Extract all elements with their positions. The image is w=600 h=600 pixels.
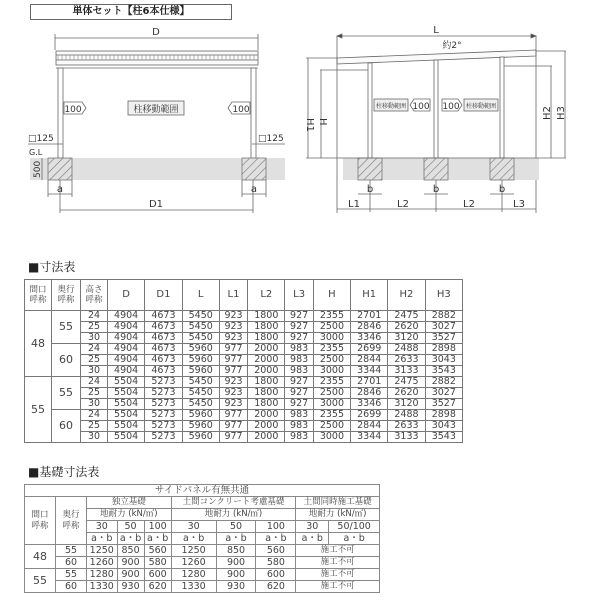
header-maguchi: 間口 呼称	[25, 280, 52, 311]
cell-value: 2620	[388, 388, 425, 399]
cell-okuyuki: 55	[56, 545, 87, 557]
cell-takasa: 24	[81, 311, 108, 322]
cell-value: 5504	[108, 388, 145, 399]
cell-takasa: 24	[81, 377, 108, 388]
header-load: 100	[256, 521, 296, 533]
header-takasa: 高さ 呼称	[81, 280, 108, 311]
table-row	[25, 581, 380, 593]
cell-value: 4904	[108, 322, 145, 333]
arrow-right-label-side: 100	[442, 102, 460, 112]
header-ab: a・b	[216, 533, 256, 545]
header-maguchi: 間口 呼称	[25, 497, 56, 545]
cell-value: 983	[285, 421, 313, 432]
cell-value: 2701	[351, 311, 388, 322]
cell-value: 3120	[388, 333, 425, 344]
table-row	[25, 388, 463, 399]
cell-value: 983	[285, 344, 313, 355]
cell-value: 4904	[108, 333, 145, 344]
cell-not-possible: 施工不可	[296, 581, 380, 593]
cell-value: 1260	[87, 557, 118, 569]
front-view-title: 単体セット【柱6本仕様】	[30, 4, 232, 20]
arrow-left-label-side: 100	[412, 102, 430, 112]
cell-value: 5504	[108, 410, 145, 421]
cell-value: 977	[219, 366, 247, 377]
cell-value: 3346	[351, 399, 388, 410]
cell-value: 3527	[425, 399, 462, 410]
header-col: D	[108, 280, 145, 311]
table-row	[25, 333, 463, 344]
cell-okuyuki: 60	[56, 557, 87, 569]
cell-okuyuki: 60	[52, 410, 81, 443]
label-post-right: □125	[258, 134, 284, 144]
label-h2: H2	[542, 106, 553, 120]
cell-value: 4673	[145, 344, 182, 355]
cell-value: 2898	[425, 344, 462, 355]
header-ab: a・b	[144, 533, 171, 545]
cell-value: 600	[256, 569, 296, 581]
header-load: 50	[216, 521, 256, 533]
cell-value: 983	[285, 410, 313, 421]
cell-value: 3120	[388, 399, 425, 410]
front-view	[28, 34, 285, 213]
table-row	[25, 545, 380, 557]
label-l2a: L2	[397, 199, 409, 210]
cell-value: 927	[285, 388, 313, 399]
cell-value: 5450	[182, 399, 219, 410]
cell-takasa: 30	[81, 432, 108, 443]
cell-value: 5450	[182, 322, 219, 333]
table-row	[25, 344, 463, 355]
cell-value: 930	[216, 581, 256, 593]
cell-value: 900	[216, 569, 256, 581]
cell-value: 4673	[145, 366, 182, 377]
cell-value: 923	[219, 322, 247, 333]
cell-value: 5273	[145, 410, 182, 421]
cell-value: 4673	[145, 322, 182, 333]
cell-value: 2846	[351, 322, 388, 333]
cell-value: 923	[219, 311, 247, 322]
cell-value: 580	[256, 557, 296, 569]
cell-value: 3000	[313, 366, 350, 377]
cell-value: 3527	[425, 333, 462, 344]
header-col: H3	[425, 280, 462, 311]
table-row	[25, 557, 380, 569]
cell-value: 2488	[388, 344, 425, 355]
cell-value: 2500	[313, 421, 350, 432]
cell-value: 900	[117, 557, 144, 569]
cell-okuyuki: 55	[52, 311, 81, 344]
header-col: L2	[248, 280, 285, 311]
label-l: L	[433, 25, 439, 36]
cell-value: 3133	[388, 432, 425, 443]
table-row	[25, 366, 463, 377]
cell-maguchi: 48	[25, 311, 52, 377]
header-ab: a・b	[256, 533, 296, 545]
cell-value: 620	[144, 581, 171, 593]
label-slope: 約2°	[442, 41, 462, 51]
cell-value: 620	[256, 581, 296, 593]
cell-value: 2000	[248, 421, 285, 432]
label-move-range-left: 柱移動範囲	[375, 103, 407, 110]
arrow-right-label: 100	[64, 105, 82, 115]
cell-value: 2475	[388, 377, 425, 388]
foundation-table-body	[25, 545, 380, 593]
cell-not-possible: 施工不可	[296, 557, 380, 569]
cell-value: 1280	[171, 569, 216, 581]
header-col: D1	[145, 280, 182, 311]
header-col: L1	[219, 280, 247, 311]
header-bearing: 地耐力 (kN/㎡)	[296, 509, 380, 521]
cell-value: 5273	[145, 377, 182, 388]
header-ab: a・b	[296, 533, 329, 545]
label-a-left: a	[56, 184, 64, 195]
cell-value: 2000	[248, 366, 285, 377]
cell-takasa: 24	[81, 344, 108, 355]
cell-okuyuki: 60	[52, 344, 81, 377]
cell-maguchi: 55	[25, 569, 56, 593]
cell-value: 3027	[425, 322, 462, 333]
cell-value: 5960	[182, 344, 219, 355]
cell-value: 923	[219, 399, 247, 410]
table-row	[25, 311, 463, 322]
label-b3: b	[498, 184, 506, 195]
cell-value: 2475	[388, 311, 425, 322]
cell-value: 4904	[108, 355, 145, 366]
cell-value: 3346	[351, 333, 388, 344]
cell-value: 927	[285, 322, 313, 333]
cell-value: 2882	[425, 377, 462, 388]
cell-value: 1800	[248, 388, 285, 399]
cell-value: 927	[285, 377, 313, 388]
header-ab: a・b	[117, 533, 144, 545]
cell-takasa: 30	[81, 399, 108, 410]
header-load: 50/100	[329, 521, 380, 533]
table-row	[25, 377, 463, 388]
header-ab: a・b	[171, 533, 216, 545]
cell-value: 5960	[182, 355, 219, 366]
header-type-independent: 独立基礎	[87, 497, 172, 509]
cell-value: 977	[219, 355, 247, 366]
cell-value: 3344	[351, 432, 388, 443]
label-gl: G.L	[29, 148, 43, 157]
header-load: 30	[296, 521, 329, 533]
cell-takasa: 25	[81, 388, 108, 399]
header-common: サイドパネル有無共通	[25, 485, 380, 497]
cell-value: 2500	[313, 322, 350, 333]
cell-value: 2500	[313, 388, 350, 399]
label-h: H	[317, 118, 328, 126]
cell-value: 927	[285, 333, 313, 344]
cell-okuyuki: 55	[56, 569, 87, 581]
cell-value: 2355	[313, 410, 350, 421]
cell-value: 5504	[108, 432, 145, 443]
cell-takasa: 30	[81, 366, 108, 377]
table-row	[25, 410, 463, 421]
dimension-table	[24, 279, 463, 443]
label-move-range-right: 柱移動範囲	[465, 103, 497, 110]
cell-value: 3027	[425, 388, 462, 399]
cell-value: 5960	[182, 432, 219, 443]
header-bearing: 地耐力 (kN/㎡)	[87, 509, 172, 521]
label-h3: H3	[556, 106, 567, 120]
cell-value: 2633	[388, 421, 425, 432]
cell-value: 3043	[425, 355, 462, 366]
dimension-table-body	[25, 311, 463, 443]
cell-okuyuki: 60	[56, 581, 87, 593]
cell-value: 5273	[145, 388, 182, 399]
cell-value: 1800	[248, 311, 285, 322]
cell-value: 983	[285, 355, 313, 366]
cell-value: 2000	[248, 432, 285, 443]
header-load: 30	[87, 521, 118, 533]
cell-value: 1280	[87, 569, 118, 581]
cell-maguchi: 48	[25, 545, 56, 569]
cell-okuyuki: 55	[52, 377, 81, 410]
cell-value: 2633	[388, 355, 425, 366]
dimension-header-row	[25, 280, 463, 311]
cell-value: 3344	[351, 366, 388, 377]
cell-value: 927	[285, 311, 313, 322]
cell-value: 5273	[145, 399, 182, 410]
drawings	[0, 0, 600, 245]
header-type-simultaneous: 土間同時施工基礎	[296, 497, 380, 509]
cell-value: 5450	[182, 388, 219, 399]
cell-value: 983	[285, 432, 313, 443]
label-h1: H1	[304, 118, 315, 132]
label-move-range: 柱移動範囲	[133, 105, 179, 115]
label-post-left: □125	[28, 134, 54, 144]
cell-value: 1260	[171, 557, 216, 569]
cell-value: 4904	[108, 311, 145, 322]
cell-maguchi: 55	[25, 377, 52, 443]
header-col: H2	[388, 280, 425, 311]
header-ab: a・b	[87, 533, 118, 545]
cell-value: 3543	[425, 432, 462, 443]
cell-value: 5960	[182, 421, 219, 432]
cell-value: 930	[117, 581, 144, 593]
cell-value: 560	[256, 545, 296, 557]
table-row	[25, 355, 463, 366]
cell-value: 2699	[351, 410, 388, 421]
cell-value: 5960	[182, 410, 219, 421]
cell-takasa: 30	[81, 333, 108, 344]
label-depth: 500	[33, 160, 43, 178]
label-b1: b	[366, 184, 374, 195]
cell-value: 983	[285, 366, 313, 377]
cell-value: 2898	[425, 410, 462, 421]
header-okuyuki: 奥行 呼称	[56, 497, 87, 545]
cell-value: 2355	[313, 344, 350, 355]
label-d: D	[152, 27, 160, 38]
cell-value: 2844	[351, 355, 388, 366]
cell-value: 2620	[388, 322, 425, 333]
cell-not-possible: 施工不可	[296, 569, 380, 581]
cell-value: 2355	[313, 311, 350, 322]
cell-value: 2844	[351, 421, 388, 432]
cell-value: 1250	[87, 545, 118, 557]
header-load: 100	[144, 521, 171, 533]
table-row	[25, 569, 380, 581]
table-row	[25, 399, 463, 410]
cell-takasa: 25	[81, 322, 108, 333]
cell-value: 1800	[248, 333, 285, 344]
cell-value: 1250	[171, 545, 216, 557]
cell-value: 2699	[351, 344, 388, 355]
label-l2b: L2	[463, 199, 475, 210]
cell-value: 2000	[248, 410, 285, 421]
cell-value: 5960	[182, 366, 219, 377]
cell-value: 1800	[248, 399, 285, 410]
cell-value: 3043	[425, 421, 462, 432]
cell-value: 4673	[145, 355, 182, 366]
cell-value: 923	[219, 388, 247, 399]
cell-value: 1800	[248, 377, 285, 388]
cell-value: 5273	[145, 432, 182, 443]
cell-value: 850	[216, 545, 256, 557]
cell-value: 2846	[351, 388, 388, 399]
cell-value: 5450	[182, 377, 219, 388]
cell-value: 900	[117, 569, 144, 581]
cell-value: 1800	[248, 322, 285, 333]
cell-value: 3133	[388, 366, 425, 377]
cell-value: 4904	[108, 366, 145, 377]
foundation-table	[24, 484, 380, 593]
header-col: H1	[351, 280, 388, 311]
header-col: L	[182, 280, 219, 311]
cell-takasa: 24	[81, 410, 108, 421]
table-row	[25, 421, 463, 432]
cell-takasa: 25	[81, 421, 108, 432]
cell-value: 923	[219, 333, 247, 344]
cell-value: 2882	[425, 311, 462, 322]
cell-value: 4673	[145, 311, 182, 322]
cell-value: 1330	[171, 581, 216, 593]
cell-value: 5273	[145, 421, 182, 432]
dimension-table-title: ■寸法表	[28, 260, 76, 274]
header-bearing: 地耐力 (kN/㎡)	[171, 509, 296, 521]
label-b2: b	[432, 184, 440, 195]
header-load: 50	[117, 521, 144, 533]
cell-value: 3000	[313, 432, 350, 443]
cell-value: 5504	[108, 399, 145, 410]
cell-value: 3000	[313, 333, 350, 344]
label-l1: L1	[348, 199, 360, 210]
cell-value: 5450	[182, 311, 219, 322]
header-ab: a・b	[329, 533, 380, 545]
cell-value: 927	[285, 399, 313, 410]
label-l3: L3	[513, 199, 525, 210]
cell-value: 3000	[313, 399, 350, 410]
cell-value: 4673	[145, 333, 182, 344]
cell-value: 850	[117, 545, 144, 557]
cell-value: 2500	[313, 355, 350, 366]
cell-takasa: 25	[81, 355, 108, 366]
cell-value: 4904	[108, 344, 145, 355]
cell-value: 2488	[388, 410, 425, 421]
header-okuyuki: 奥行 呼称	[52, 280, 81, 311]
cell-value: 580	[144, 557, 171, 569]
cell-value: 2355	[313, 377, 350, 388]
cell-not-possible: 施工不可	[296, 545, 380, 557]
cell-value: 5504	[108, 377, 145, 388]
cell-value: 1330	[87, 581, 118, 593]
header-col: L3	[285, 280, 313, 311]
cell-value: 900	[216, 557, 256, 569]
cell-value: 2701	[351, 377, 388, 388]
header-load: 30	[171, 521, 216, 533]
header-col: H	[313, 280, 350, 311]
cell-value: 3543	[425, 366, 462, 377]
table-row	[25, 322, 463, 333]
cell-value: 560	[144, 545, 171, 557]
label-d1: D1	[148, 199, 164, 210]
arrow-left-label: 100	[232, 105, 250, 115]
label-a-right: a	[250, 184, 258, 195]
cell-value: 5450	[182, 333, 219, 344]
cell-value: 2000	[248, 344, 285, 355]
table-row	[25, 432, 463, 443]
cell-value: 977	[219, 421, 247, 432]
foundation-table-title: ■基礎寸法表	[28, 465, 100, 479]
cell-value: 977	[219, 410, 247, 421]
cell-value: 923	[219, 377, 247, 388]
cell-value: 977	[219, 344, 247, 355]
cell-value: 600	[144, 569, 171, 581]
cell-value: 2000	[248, 355, 285, 366]
cell-value: 5504	[108, 421, 145, 432]
cell-value: 977	[219, 432, 247, 443]
header-type-slab: 土間コンクリート考慮基礎	[171, 497, 296, 509]
